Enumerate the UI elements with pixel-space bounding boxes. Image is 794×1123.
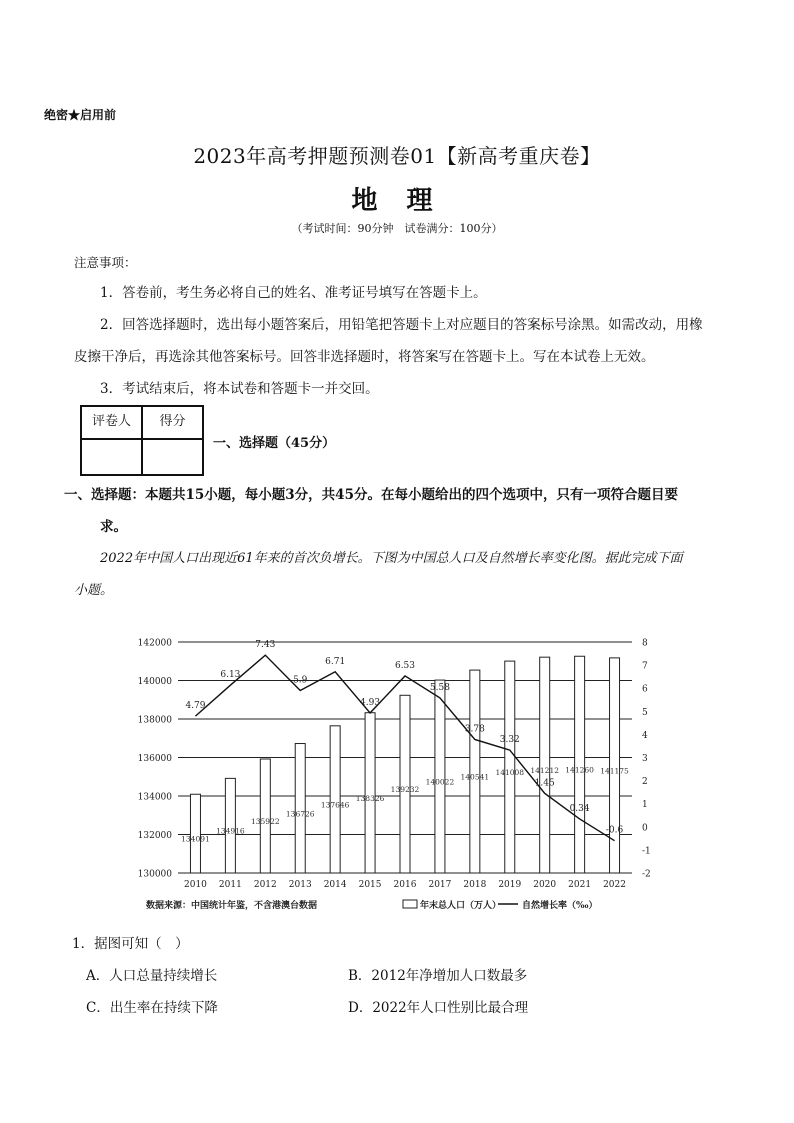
right-axis-tick: -2 bbox=[642, 869, 651, 880]
left-axis-tick: 140000 bbox=[137, 677, 172, 687]
population-bar bbox=[365, 713, 375, 873]
population-label: 139232 bbox=[390, 785, 420, 795]
subject-title: 地 理 bbox=[351, 186, 443, 216]
legend-line-label: 自然增长率（‰） bbox=[522, 901, 598, 911]
left-axis-tick: 142000 bbox=[137, 638, 172, 649]
growth-rate-label: 6.53 bbox=[394, 660, 416, 671]
population-label: 135922 bbox=[250, 817, 280, 827]
left-axis-tick: 130000 bbox=[137, 869, 172, 880]
x-axis-label: 2014 bbox=[323, 880, 347, 890]
option-a[interactable]: A．人口总量持续增长 bbox=[86, 968, 218, 984]
growth-rate-label: 5.58 bbox=[429, 682, 450, 693]
growth-rate-label: 7.43 bbox=[255, 640, 276, 651]
x-axis-label: 2012 bbox=[253, 880, 277, 890]
right-axis-tick: 2 bbox=[642, 777, 648, 788]
population-label: 140541 bbox=[460, 772, 490, 782]
notice-item-2: 2．回答选择题时，选出每小题答案后，用铅笔把答题卡上对应题目的答案标号涂黑。如需改动，用橡 bbox=[100, 317, 703, 333]
x-axis-label: 2019 bbox=[498, 880, 522, 890]
grader-cell[interactable] bbox=[81, 439, 142, 475]
right-axis-tick: -1 bbox=[642, 846, 651, 857]
population-bar bbox=[260, 759, 270, 873]
x-axis-label: 2015 bbox=[358, 880, 382, 890]
x-axis-label: 2018 bbox=[463, 880, 487, 890]
population-label: 140022 bbox=[425, 777, 455, 787]
population-label: 141008 bbox=[495, 768, 525, 778]
grader-header: 评卷人 bbox=[81, 406, 142, 439]
right-axis-tick: 0 bbox=[642, 823, 648, 834]
x-axis-label: 2017 bbox=[428, 880, 452, 890]
section-title: 一、选择题（45分） bbox=[213, 436, 336, 451]
section-intro: 一、选择题：本题共15小题，每小题3分，共45分。在每小题给出的四个选项中，只有一项符合题目要 bbox=[64, 487, 678, 503]
population-label: 134091 bbox=[181, 834, 210, 844]
right-axis-tick: 8 bbox=[642, 638, 648, 649]
option-d[interactable]: D．2022年人口性别比最合理 bbox=[348, 1000, 529, 1016]
score-cell[interactable] bbox=[142, 439, 203, 475]
question-stem: 2022年中国人口出现近61年来的首次负增长。下图为中国总人口及自然增长率变化图。据此完成下面 bbox=[100, 551, 683, 566]
notice-item-3: 3．考试结束后，将本试卷和答题卡一并交回。 bbox=[100, 381, 379, 397]
population-bar bbox=[540, 657, 550, 873]
right-axis-tick: 7 bbox=[642, 661, 648, 672]
option-c[interactable]: C．出生率在持续下降 bbox=[86, 1000, 218, 1016]
x-axis-label: 2021 bbox=[568, 880, 592, 890]
notice-item-2-cont: 皮擦干净后，再选涂其他答案标号。回答非选择题时，将答案写在答题卡上。写在本试卷上无效。 bbox=[74, 349, 655, 365]
right-axis-tick: 5 bbox=[642, 707, 648, 718]
population-bar bbox=[575, 656, 585, 873]
exam-info: （考试时间：90分钟 试卷满分：100分） bbox=[291, 222, 503, 235]
left-axis-tick: 136000 bbox=[137, 754, 172, 764]
x-axis-label: 2020 bbox=[533, 880, 557, 890]
legend-bar-swatch bbox=[403, 900, 417, 908]
population-bar bbox=[225, 778, 235, 873]
x-axis-label: 2013 bbox=[288, 880, 312, 890]
population-bar bbox=[190, 794, 200, 873]
growth-rate-label: 3.32 bbox=[499, 735, 520, 746]
x-axis-label: 2022 bbox=[603, 880, 626, 890]
section-intro-cont: 求。 bbox=[100, 519, 127, 535]
growth-rate-label: 5.9 bbox=[293, 675, 308, 686]
right-axis-tick: 4 bbox=[642, 730, 648, 741]
left-axis-tick: 138000 bbox=[137, 715, 172, 726]
growth-rate-label: 4.93 bbox=[360, 697, 381, 708]
population-label: 141260 bbox=[565, 765, 594, 775]
option-b[interactable]: B．2012年净增加人口数最多 bbox=[348, 968, 528, 984]
population-label: 141175 bbox=[600, 766, 629, 776]
population-label: 136726 bbox=[285, 809, 315, 819]
notice-item-1: 1．答卷前，考生务必将自己的姓名、准考证号填写在答题卡上。 bbox=[100, 285, 487, 301]
question-1: 1．据图可知（ ） bbox=[72, 936, 189, 952]
legend-bar-label: 年末总人口（万人） bbox=[420, 901, 502, 911]
right-axis-tick: 6 bbox=[642, 684, 648, 695]
population-bar bbox=[470, 670, 480, 873]
population-label: 134916 bbox=[216, 826, 245, 836]
population-bar bbox=[435, 680, 445, 873]
population-bar bbox=[505, 661, 515, 873]
notice-heading: 注意事项： bbox=[74, 255, 137, 270]
right-axis-tick: 1 bbox=[642, 800, 648, 811]
population-chart bbox=[120, 628, 680, 920]
growth-rate-label: -0.6 bbox=[605, 825, 624, 836]
x-axis-label: 2016 bbox=[393, 880, 417, 890]
growth-rate-label: 6.13 bbox=[220, 670, 241, 681]
growth-rate-label: 3.78 bbox=[464, 724, 485, 735]
growth-rate-label: 6.71 bbox=[325, 656, 346, 667]
growth-rate-label: 0.34 bbox=[569, 803, 590, 814]
growth-rate-label: 1.45 bbox=[534, 778, 555, 789]
population-bar bbox=[330, 726, 340, 873]
left-axis-tick: 132000 bbox=[137, 831, 172, 841]
population-label: 138326 bbox=[355, 793, 385, 803]
score-header: 得分 bbox=[142, 406, 203, 439]
left-axis-tick: 134000 bbox=[137, 792, 172, 803]
confidential-mark: 绝密★启用前 bbox=[44, 108, 117, 122]
exam-title: 2023年高考押题预测卷01【新高考重庆卷】 bbox=[193, 144, 601, 168]
population-bar bbox=[610, 658, 620, 873]
population-bar bbox=[295, 744, 305, 873]
x-axis-label: 2010 bbox=[184, 880, 207, 890]
population-label: 141212 bbox=[530, 766, 560, 776]
population-label: 137646 bbox=[320, 800, 350, 810]
population-bar bbox=[400, 695, 410, 873]
x-axis-label: 2011 bbox=[218, 880, 242, 890]
grading-table bbox=[80, 405, 204, 476]
chart-source: 数据来源：中国统计年鉴，不含港澳台数据 bbox=[146, 901, 318, 911]
question-stem-cont: 小题。 bbox=[74, 583, 114, 598]
right-axis-tick: 3 bbox=[642, 754, 648, 764]
growth-rate-label: 4.79 bbox=[185, 701, 206, 712]
